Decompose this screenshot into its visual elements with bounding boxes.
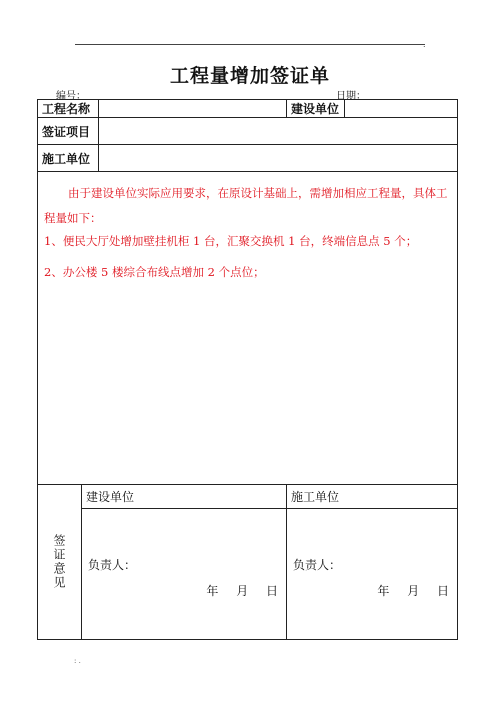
visa-item-label: 签证项目 (38, 118, 99, 145)
content-cell[interactable] (38, 172, 458, 485)
project-name-field[interactable] (99, 100, 287, 118)
top-rule (75, 44, 425, 45)
signoff-construction-title: 施工单位 (287, 485, 458, 509)
content-item-1: 1、便民大厅处增加壁挂机柜 1 台，汇聚交换机 1 台，终端信息点 5 个； (44, 234, 418, 248)
builder-label: 建设单位 (287, 100, 345, 118)
signoff-builder-title: 建设单位 (82, 485, 287, 509)
item-row (38, 118, 458, 145)
page-title: 工程量增加签证单 (169, 65, 330, 87)
builder-date-line: 年 月 日 (206, 584, 279, 598)
visa-item-field[interactable] (99, 118, 458, 145)
construction-responsible-label: 负责人： (293, 558, 342, 572)
construction-unit-label: 施工单位 (38, 145, 99, 172)
construction-unit-field[interactable] (99, 145, 458, 172)
builder-field[interactable] (345, 100, 458, 118)
signoff-body-row (38, 509, 458, 640)
top-mark: . (423, 40, 426, 49)
content-item-2: 2、办公楼 5 楼综合布线点增加 2 个点位； (44, 265, 265, 279)
footer-mark: : . (74, 657, 81, 665)
project-row (38, 100, 458, 118)
project-name-label: 工程名称 (38, 100, 99, 118)
signoff-header-row (38, 485, 458, 509)
construction-row (38, 145, 458, 172)
serial-number-label: 编号： (56, 91, 86, 102)
construction-signoff-cell[interactable] (287, 509, 458, 640)
content-row (38, 172, 458, 485)
builder-signoff-cell[interactable] (82, 509, 287, 640)
visa-form-table (37, 99, 458, 640)
signoff-section-cell (38, 485, 82, 640)
signoff-section-label: 签证意见 (52, 534, 66, 590)
construction-date-line: 年 月 日 (377, 584, 450, 598)
content-block (38, 181, 457, 280)
date-label: 日期： (336, 91, 366, 102)
content-intro: 由于建设单位实际应用要求，在原设计基础上，需增加相应工程量，具体工程量如下： (44, 186, 448, 225)
builder-responsible-label: 负责人： (88, 558, 137, 572)
